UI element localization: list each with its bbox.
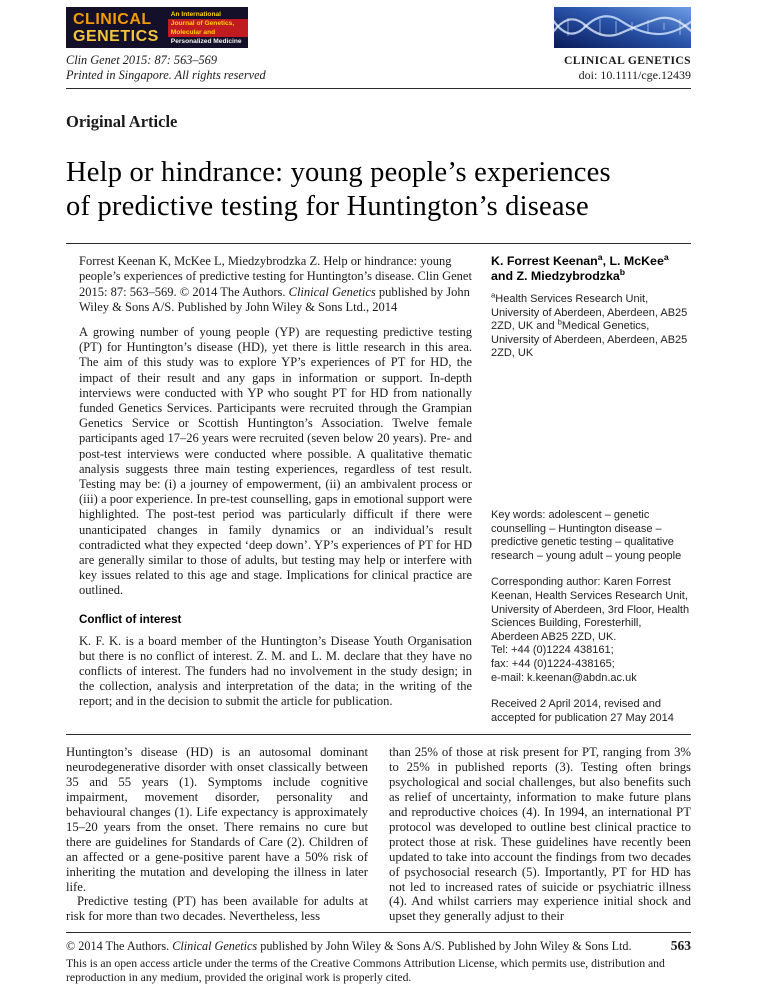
author-2: , L. McKee (602, 254, 664, 269)
header-divider (66, 88, 691, 89)
copyright-post: published by John Wiley & Sons A/S. Published by John Wiley & Sons Ltd. (257, 939, 632, 954)
author-1: K. Forrest Keenan (491, 254, 598, 269)
received-dates: Received 2 April 2014, revised and accepted for publication 27 May 2014 (491, 698, 674, 724)
section-label: Original Article (66, 112, 178, 131)
citation-text: Forrest Keenan K, McKee L, Miedzybrodzka Z. Help or hindrance: young people’s experiences of predictive testing for Huntington’s disease. Clin Genet 2015: 87: 563–569. © 2014 The Authors. (79, 254, 472, 299)
keywords: Key words: adolescent – genetic counselling – Huntington disease – predictive genetic testing – qualitative research – young adult – young people (491, 509, 682, 562)
conflict-of-interest-text: K. F. K. is a board member of the Huntington’s Disease Youth Organisation but there is no conflict of interest. Z. M. and L. M. declare that they have no conflicts of interest. The funders had no involvement in the study design; in the collection, analysis and interpretation of the data; in the writing of the report; and in the decision to submit the article for publication. (79, 633, 472, 709)
article-body (66, 745, 691, 924)
body-paragraph-2: Predictive testing (PT) has been available for adults at risk for more than two decades. Nevertheless, less (66, 894, 368, 924)
author-3: and Z. Miedzybrodzka (491, 269, 620, 284)
article-citation (79, 254, 472, 315)
affiliation-a-mark: a (491, 290, 496, 300)
title-line-2: of predictive testing for Huntington’s disease (66, 191, 589, 222)
affiliation-b-text: Medical Genetics, University of Aberdeen, Aberdeen, AB25 2ZD, UK (491, 320, 688, 360)
title-divider (66, 243, 691, 244)
logo-clinical-text: CLINICAL (73, 10, 152, 28)
subtitle-line-1: An International (170, 10, 221, 18)
citation-journal-italic: Clinical Genetics (288, 284, 376, 299)
title-line-1: Help or hindrance: young people’s experiences (66, 157, 611, 188)
footer-divider (66, 932, 691, 933)
abstract-column (66, 254, 480, 725)
email: e-mail: k.keenan@abdn.ac.uk (491, 671, 637, 684)
open-access-statement: This is an open access article under the terms of the Creative Commons Attribution License, which permits use, distribution and reproduction in any medium, provided the original work is properly cited. (66, 957, 665, 985)
subtitle-line-4: Personalized Medicine (170, 37, 242, 45)
authors-line (491, 251, 691, 284)
body-paragraph-1: Huntington’s disease (HD) is an autosomal dominant neurodegenerative disorder with onset classically between 35 and 55 years (1). Symptoms include cognitive impairment, movement disorder, personality and behavioural changes (1). Life expectancy is approximately 15–20 years from the onset. There remains no cure but there are guidelines for Standards of Care (2). Children of an affected or a gene-positive parent have a 50% risk of inheriting the mutation and developing the illness in later life. (66, 745, 368, 894)
journal-logo (66, 7, 168, 48)
page-number: 563 (670, 938, 691, 954)
copyright-pre: © 2014 The Authors. (66, 939, 173, 954)
doi: doi: 10.1111/cge.12439 (578, 68, 691, 82)
footer (66, 938, 691, 954)
abstract-section (66, 251, 691, 725)
subtitle-line-3: Molecular and (168, 28, 248, 37)
fax: fax: +44 (0)1224-438165; (491, 658, 615, 670)
author-1-affmark: a (597, 251, 603, 262)
body-left-column (66, 745, 368, 924)
journal-name: CLINICAL GENETICS (564, 54, 691, 67)
header-meta (66, 53, 691, 83)
article-title (66, 156, 691, 224)
copyright-journal-italic: Clinical Genetics (172, 939, 258, 954)
dna-helix-graphic (554, 7, 691, 48)
corresponding-author-address: Corresponding author: Karen Forrest Keenan, Health Services Research Unit, University of Aberdeen, 3rd Floor, Health Sciences Building, Foresterhill, Aberdeen AB25 2ZD, UK. (491, 576, 690, 643)
logo-genetics-text: GENETICS (73, 27, 159, 45)
telephone: Tel: +44 (0)1224 438161; (491, 644, 614, 657)
dna-helix-image (554, 7, 691, 48)
printed-info: Printed in Singapore. All rights reserved (66, 68, 266, 82)
author-3-affmark: b (619, 266, 626, 277)
affiliation-a-text: Health Services Research Unit, University of Aberdeen, Aberdeen, AB25 2ZD, UK and (491, 293, 688, 333)
subtitle-line-2: Journal of Genetics, (168, 19, 248, 28)
abstract-divider (66, 734, 691, 735)
citation-publisher: published by John Wiley & Sons A/S. Published by John Wiley & Sons Ltd., 2014 (79, 284, 470, 314)
abstract-text: A growing number of young people (YP) are requesting predictive testing (PT) for Huntington’s disease (HD), yet there is little research in this area. The aim of this study was to explore YP’s experiences of PT for HD, the impact of their result and any gaps in information or support. In-depth interviews were conducted with YP who sought PT for HD from nationally funded Genetics Services. Participants were recruited through the Grampian Genetics Service or Scottish Huntington’s Association. Twelve female participants aged 17–26 years were recruited (seven below 20 years). Pre- and post-test interviews were conducted where possible. A qualitative thematic analysis suggests three main testing experiences, regardless of test result. Testing may be: (i) a journey of empowerment, (ii) an ambivalent process or (iii) a poor experience. In pre-test counselling, gaps in emotional support were highlighted. The post-test period was particularly difficult if there were unanticipated changes in family dynamics or an individual’s result contradicted what they expected ‘deep down’. YP’s experiences of PT for HD are generally similar to those of adults, but testing may help or interfere with key issues related to this age and stage. Implications for clinical practice are outlined. (79, 324, 472, 598)
body-paragraph-3: than 25% of those at risk present for PT, ranging from 3% to 25% in published reports (3). Testing often brings psychological and social challenges, but also benefits such as relief of uncertainty, information to make future plans and reproductive choices (4). In 1994, an international PT protocol was developed to outline best clinical practice to protect those at risk. These guidelines have recently been updated to take into account the findings from two decades of psychosocial research (5). Importantly, PT for HD has not led to increased rates of suicide or psychiatric illness (4). And whilst carriers may experience initial shock and upset they generally adjust to their (389, 745, 691, 924)
meta-right (564, 53, 691, 83)
sidebar-column (491, 251, 691, 725)
body-right-column (389, 745, 691, 924)
journal-subtitle (168, 7, 248, 48)
affiliation-b-mark: b (557, 317, 562, 327)
conflict-of-interest-heading: Conflict of interest (79, 612, 182, 626)
journal-banner (66, 7, 691, 48)
author-2-affmark: a (663, 251, 669, 262)
citation-info: Clin Genet 2015: 87: 563–569 (66, 53, 217, 67)
corresponding-author-block (491, 576, 691, 685)
affiliations (491, 290, 691, 361)
footer-copyright (66, 939, 632, 954)
banner-spacer (248, 7, 554, 48)
meta-left (66, 53, 266, 83)
